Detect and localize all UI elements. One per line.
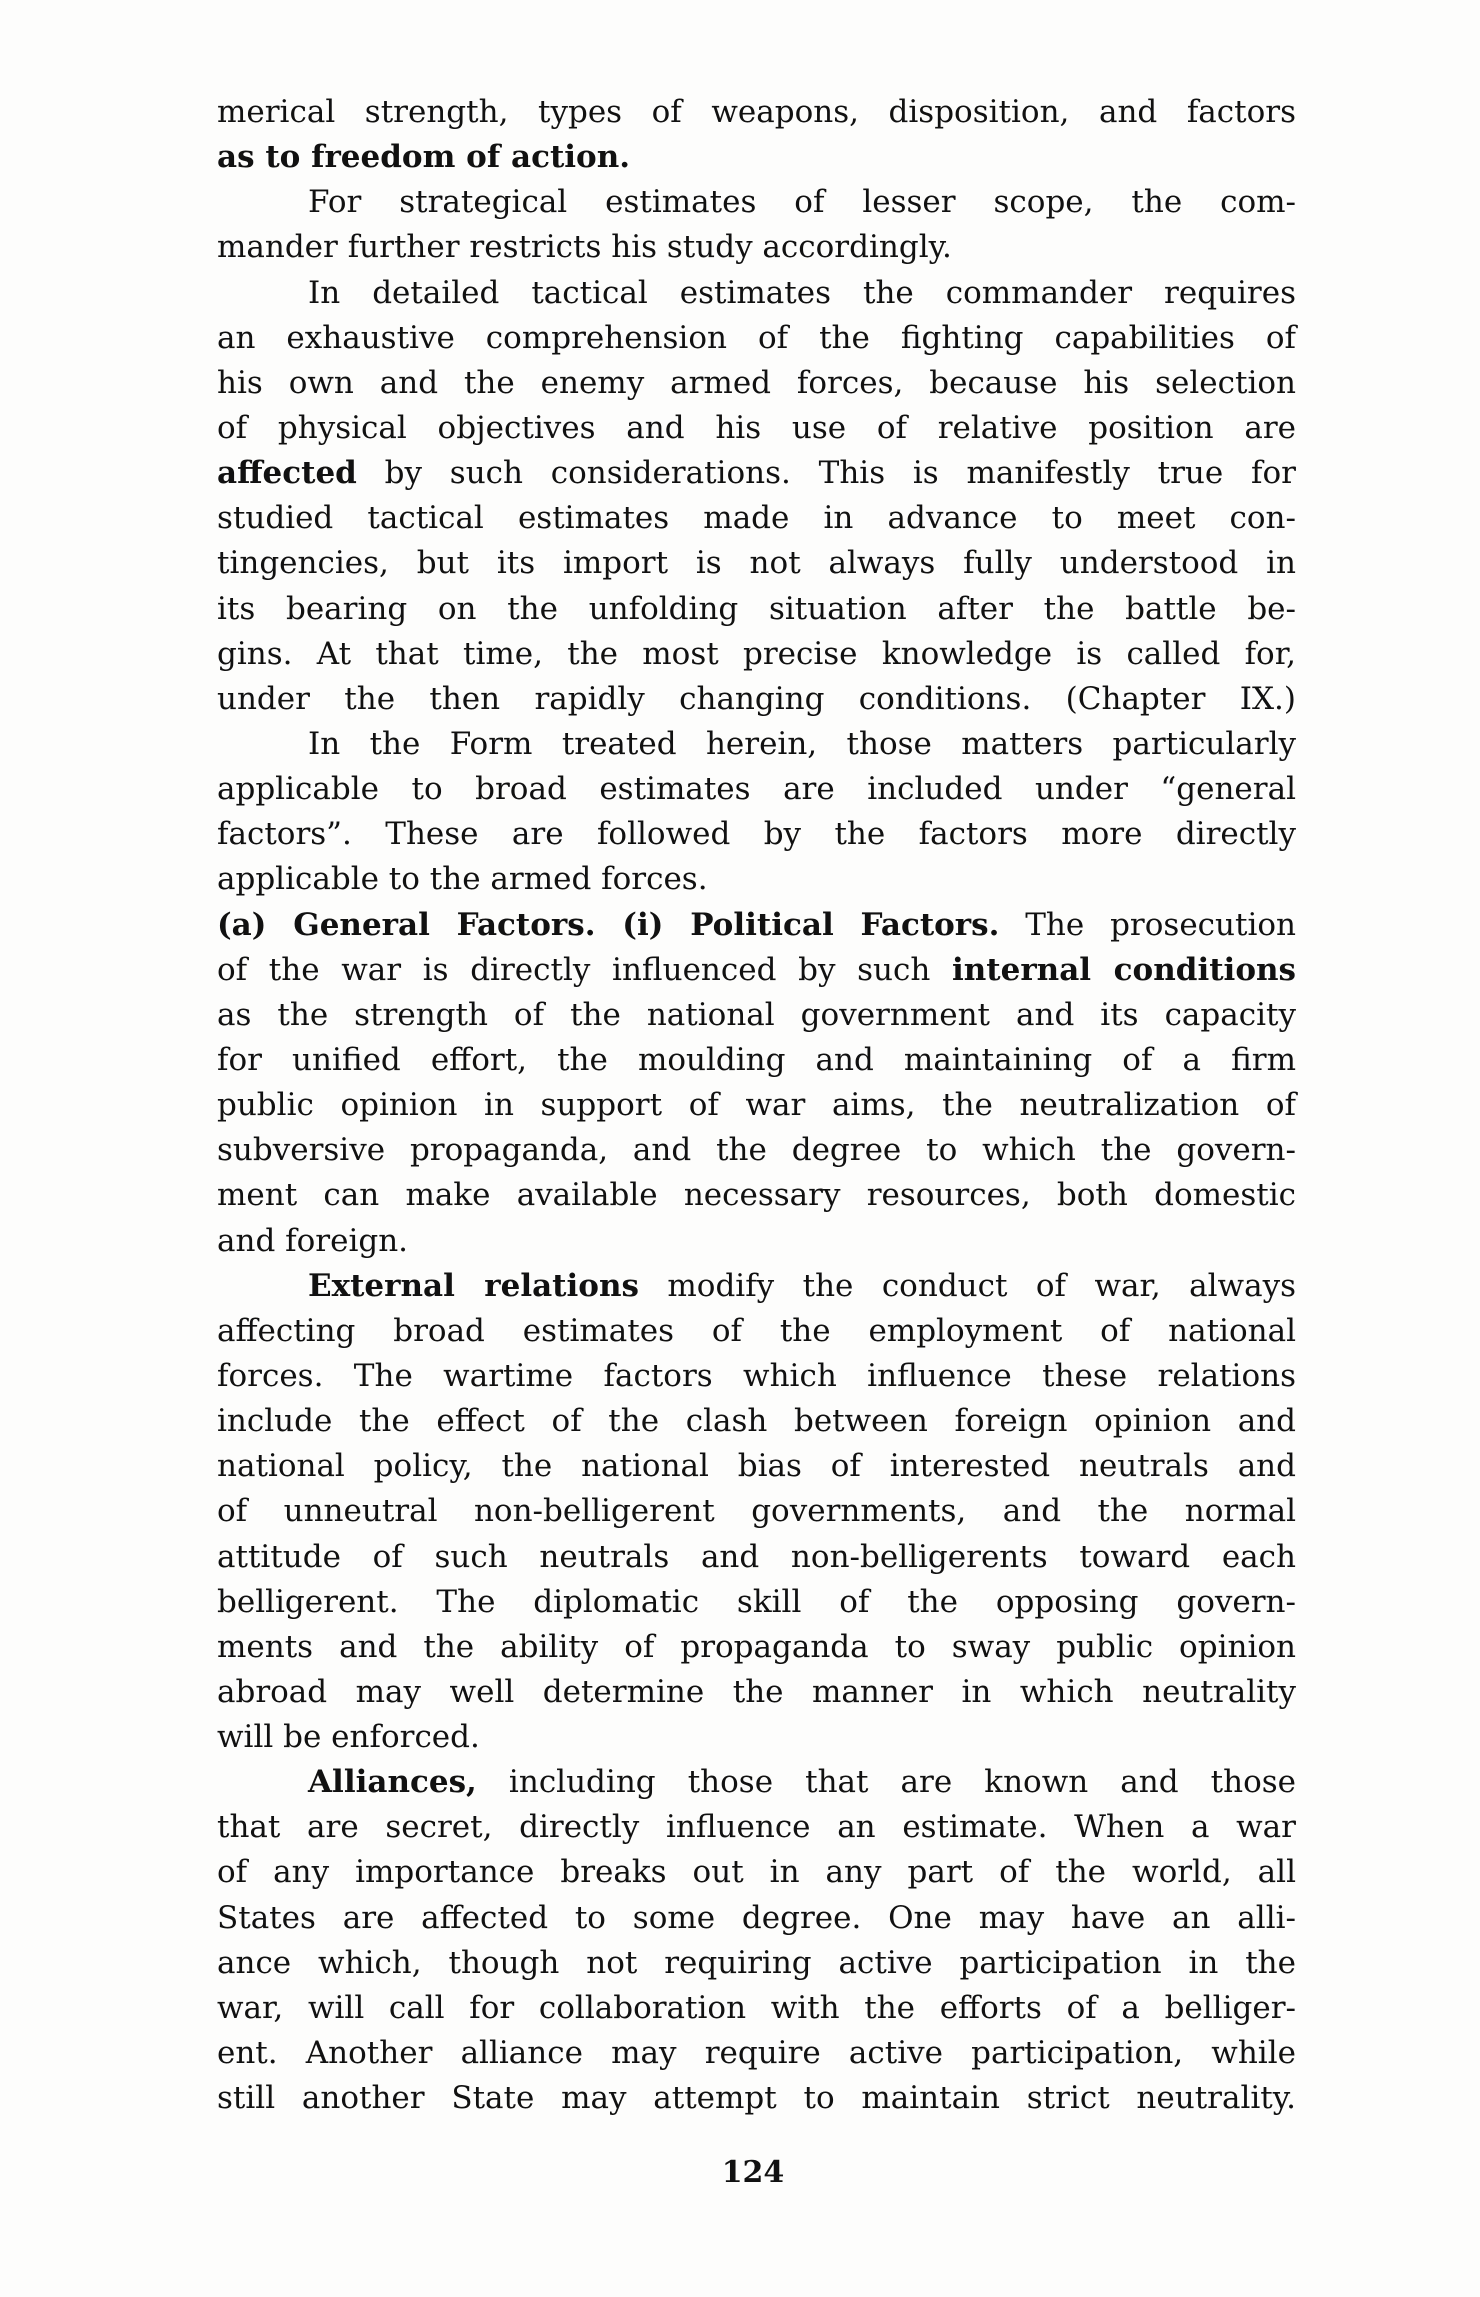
text-span: ment can make available necessary resources, both domestic bbox=[217, 1177, 1296, 1214]
text-line bbox=[217, 857, 1296, 902]
text-span: an exhaustive comprehension of the fighting capabilities of bbox=[217, 319, 1296, 356]
text-line bbox=[217, 2031, 1296, 2076]
text-span: tingencies, but its import is not always fully understood in bbox=[217, 545, 1296, 582]
body-text bbox=[217, 90, 1296, 2121]
text-span: The prosecution bbox=[999, 906, 1296, 943]
text-line bbox=[217, 1535, 1296, 1580]
text-span: ent. Another alliance may require active participation, while bbox=[217, 2035, 1296, 2072]
text-span: gins. At that time, the most precise knowledge is called for, bbox=[217, 635, 1296, 672]
text-line bbox=[217, 1264, 1296, 1309]
text-line bbox=[217, 541, 1296, 586]
text-line bbox=[217, 1083, 1296, 1128]
text-span: under the then rapidly changing conditions. (Chapter IX.) bbox=[217, 680, 1296, 717]
text-line bbox=[217, 1986, 1296, 2031]
text-span: ments and the ability of propaganda to sway public opinion bbox=[217, 1628, 1296, 1665]
text-line bbox=[217, 1580, 1296, 1625]
text-line bbox=[217, 451, 1296, 496]
paragraph bbox=[217, 271, 1296, 722]
text-line bbox=[217, 1219, 1296, 1264]
text-line bbox=[217, 1625, 1296, 1670]
text-line bbox=[217, 903, 1296, 948]
text-line bbox=[217, 1128, 1296, 1173]
text-line bbox=[217, 135, 1296, 180]
text-span: ance which, though not requiring active participation in the bbox=[217, 1944, 1296, 1981]
text-line bbox=[217, 90, 1296, 135]
bold-text: External relations bbox=[308, 1267, 639, 1304]
paragraph bbox=[217, 903, 1296, 1264]
paragraph bbox=[217, 90, 1296, 180]
text-span: and foreign. bbox=[217, 1222, 409, 1259]
text-line bbox=[217, 316, 1296, 361]
text-span: merical strength, types of weapons, disposition, and factors bbox=[217, 94, 1296, 130]
text-line bbox=[217, 1309, 1296, 1354]
text-line bbox=[217, 1670, 1296, 1715]
text-span: affecting broad estimates of the employment of national bbox=[217, 1312, 1296, 1349]
text-span: applicable to broad estimates are included under “general bbox=[217, 771, 1296, 808]
page-number: 124 bbox=[721, 2155, 785, 2190]
paragraph bbox=[217, 1760, 1296, 2121]
paragraph bbox=[217, 180, 1296, 270]
text-span: of any importance breaks out in any part of the world, all bbox=[217, 1854, 1296, 1891]
text-span: will be enforced. bbox=[217, 1719, 480, 1756]
text-span: forces. The wartime factors which influence these relations bbox=[217, 1357, 1296, 1394]
text-line bbox=[217, 361, 1296, 406]
text-span: modify the conduct of war, always bbox=[638, 1267, 1296, 1304]
text-span: studied tactical estimates made in advance to meet con- bbox=[217, 500, 1296, 537]
text-span: belligerent. The diplomatic skill of the opposing govern- bbox=[217, 1583, 1296, 1620]
text-span: subversive propaganda, and the degree to which the govern- bbox=[217, 1132, 1296, 1169]
text-span: mander further restricts his study accordingly. bbox=[217, 229, 952, 266]
text-span: public opinion in support of war aims, the neutralization of bbox=[217, 1087, 1296, 1124]
paragraph bbox=[217, 1264, 1296, 1761]
text-line bbox=[217, 587, 1296, 632]
text-line bbox=[217, 632, 1296, 677]
text-span: war, will call for collaboration with the efforts of a belliger- bbox=[217, 1989, 1296, 2026]
text-span: still another State may attempt to maintain strict neutrality. bbox=[217, 2080, 1296, 2117]
text-line bbox=[217, 722, 1296, 767]
text-line bbox=[217, 271, 1296, 316]
text-span: In detailed tactical estimates the commander requires bbox=[308, 274, 1296, 311]
text-span: applicable to the armed forces. bbox=[217, 861, 708, 898]
text-span: For strategical estimates of lesser scope, the com- bbox=[308, 184, 1296, 221]
text-line bbox=[217, 2076, 1296, 2121]
text-span: for unified effort, the moulding and maintaining of a firm bbox=[217, 1041, 1296, 1078]
paragraph bbox=[217, 722, 1296, 903]
text-span: his own and the enemy armed forces, because his selection bbox=[217, 364, 1296, 401]
text-line bbox=[217, 812, 1296, 857]
text-span: include the effect of the clash between foreign opinion and bbox=[217, 1403, 1296, 1440]
text-line bbox=[217, 496, 1296, 541]
bold-text: Alliances, bbox=[308, 1764, 477, 1801]
bold-text: as to freedom of action. bbox=[217, 139, 631, 176]
text-line bbox=[217, 1715, 1296, 1760]
bold-text: affected bbox=[217, 455, 357, 492]
text-span: by such considerations. This is manifestly true for bbox=[356, 455, 1296, 492]
text-span: as the strength of the national government and its capacity bbox=[217, 996, 1296, 1033]
text-line bbox=[217, 767, 1296, 812]
text-span: that are secret, directly influence an estimate. When a war bbox=[217, 1809, 1296, 1846]
text-span: attitude of such neutrals and non-belligerents toward each bbox=[217, 1538, 1296, 1575]
text-span: its bearing on the unfolding situation after the battle be- bbox=[217, 590, 1296, 627]
text-line bbox=[217, 993, 1296, 1038]
text-line bbox=[217, 1399, 1296, 1444]
text-line bbox=[217, 1850, 1296, 1895]
text-line bbox=[217, 1354, 1296, 1399]
text-line bbox=[217, 1941, 1296, 1986]
text-line bbox=[217, 1038, 1296, 1083]
text-span: including those that are known and those bbox=[476, 1764, 1296, 1801]
text-line bbox=[217, 1896, 1296, 1941]
text-line bbox=[217, 1760, 1296, 1805]
text-line bbox=[217, 1173, 1296, 1218]
text-span: of unneutral non-belligerent governments, and the normal bbox=[217, 1493, 1296, 1530]
text-line bbox=[217, 225, 1296, 270]
text-span: national policy, the national bias of interested neutrals and bbox=[217, 1448, 1296, 1485]
text-line bbox=[217, 1489, 1296, 1534]
text-line bbox=[217, 406, 1296, 451]
text-line bbox=[217, 948, 1296, 993]
bold-text: (a) General Factors. (i) Political Factors. bbox=[217, 906, 1000, 943]
text-span: abroad may well determine the manner in which neutrality bbox=[217, 1673, 1296, 1710]
text-span: of the war is directly influenced by such bbox=[217, 951, 952, 988]
bold-text: internal conditions bbox=[951, 951, 1296, 988]
text-line bbox=[217, 180, 1296, 225]
text-span: of physical objectives and his use of relative position are bbox=[217, 409, 1296, 446]
text-span: States are affected to some degree. One may have an alli- bbox=[217, 1899, 1296, 1936]
text-span: In the Form treated herein, those matters particularly bbox=[308, 725, 1296, 762]
text-line bbox=[217, 677, 1296, 722]
text-line bbox=[217, 1444, 1296, 1489]
text-line bbox=[217, 1805, 1296, 1850]
text-span: factors”. These are followed by the factors more directly bbox=[217, 816, 1296, 853]
